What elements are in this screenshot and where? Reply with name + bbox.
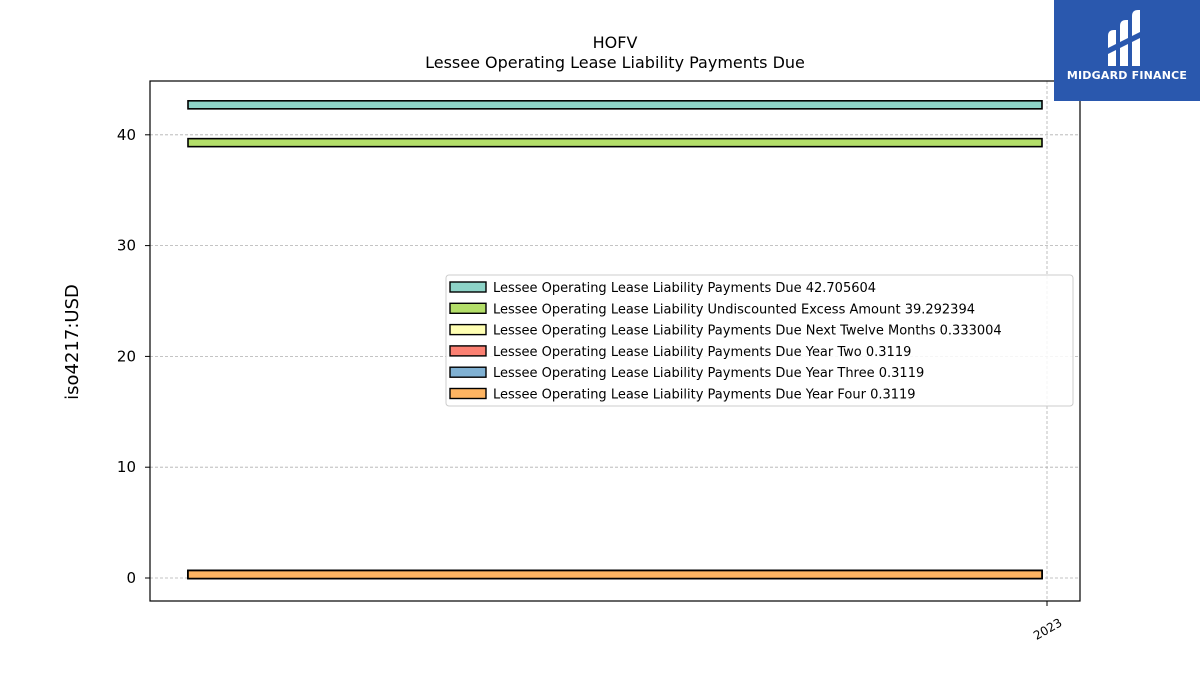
legend-entry: Lessee Operating Lease Liability Payments Due Year Four 0.3119 xyxy=(493,387,916,403)
legend-entry: Lessee Operating Lease Liability Undiscounted Excess Amount 39.292394 xyxy=(493,302,975,318)
legend-swatch xyxy=(450,346,486,356)
legend-swatch xyxy=(450,282,486,292)
logo xyxy=(1054,0,1200,101)
x-tick-label: 2023 xyxy=(1031,615,1065,643)
y-ticks xyxy=(117,126,150,587)
bar xyxy=(188,571,1042,579)
legend-entry: Lessee Operating Lease Liability Payments Due 42.705604 xyxy=(493,281,877,296)
legend-swatch xyxy=(450,303,486,313)
legend-entry: Lessee Operating Lease Liability Payments Due Year Three 0.3119 xyxy=(493,366,925,382)
bar xyxy=(188,139,1042,147)
y-tick-label: 20 xyxy=(116,347,136,366)
bar xyxy=(188,101,1042,109)
legend xyxy=(446,275,1073,406)
y-tick-label: 40 xyxy=(116,125,136,144)
legend-entry: Lessee Operating Lease Liability Payments Due Year Two 0.3119 xyxy=(493,344,912,360)
legend-swatch xyxy=(450,389,486,399)
logo-text: MIDGARD FINANCE xyxy=(1066,69,1188,82)
chart-title: HOFV xyxy=(592,33,638,52)
y-tick-label: 10 xyxy=(116,458,136,477)
midgard-logo-icon xyxy=(1102,8,1152,70)
y-tick-label: 0 xyxy=(126,569,136,587)
x-ticks xyxy=(1031,601,1064,643)
legend-swatch xyxy=(450,367,486,377)
legend-entry: Lessee Operating Lease Liability Payments Due Next Twelve Months 0.333004 xyxy=(493,323,1002,339)
y-tick-label: 30 xyxy=(116,236,136,255)
chart-subtitle: Lessee Operating Lease Liability Payments Due xyxy=(425,53,805,72)
y-axis-label: iso4217:USD xyxy=(62,284,83,400)
legend-swatch xyxy=(450,325,486,335)
